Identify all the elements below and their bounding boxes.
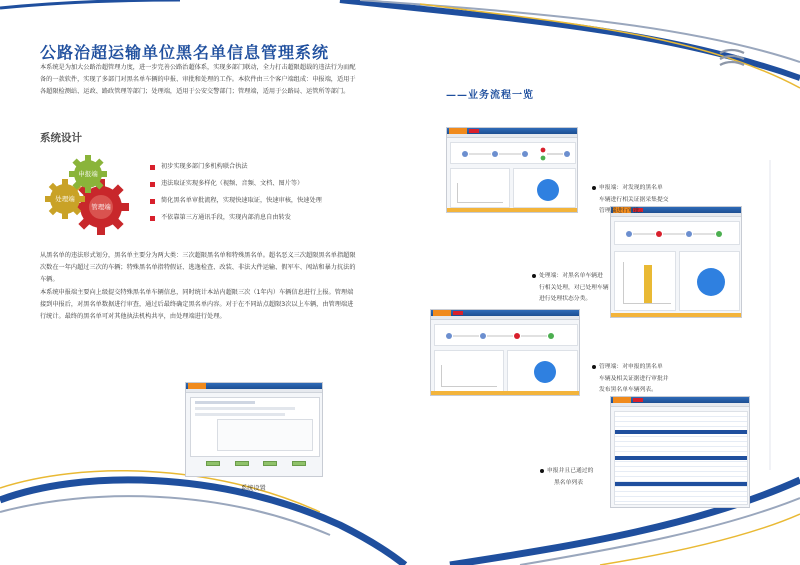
page-title: 公路治超运输单位黑名单信息管理系统 [40,43,330,62]
feature-item: 不依靠第三方通讯手段，实现内部消息自由转发 [150,215,360,221]
gear-label-report: 申报端 [78,170,98,178]
settings-screenshot [185,382,323,477]
flow-heading: ——业务流程一览 [446,90,534,101]
flow-note-manage: 管理端：对申报的黑名单 车辆及相关证据进行审批并 发布黑名单车辆列表。 [592,362,702,397]
bullet-dot-icon [540,469,544,473]
bullet-square-icon [150,199,155,204]
intro-paragraph: 本系统是为加大公路治超管理力度，进一步完善公路治超体系，实现多部门联动，全力打击超限超载的违法行为而配备的一款软件，实现了多部门对黑名单车辆的申报、审批和处理的工作。本软件由三个客户端组成：申报端，适用于各超限检测站、运政、路政管理等部门；处理端，适用于公安交警部门；管理端，适用于公路局、运管所等部门。 [40,64,356,95]
bullet-square-icon [150,165,155,170]
bullet-square-icon [150,216,155,221]
brand-logo-icon [718,48,746,70]
feature-item: 初步实现多部门多机构联合执法 [150,164,360,170]
feature-item: 违法取证实现多样化（视频、音频、文档、图片等） [150,181,360,187]
blacklist-screenshot [610,396,750,508]
gear-diagram [36,150,136,242]
description-paragraph: 从黑名单的违法形式划分，黑名单主要分为两大类：三次超限黑名单和特殊黑名单。超名恶义三次超限黑名单指超限次数在一年内超过三次的车辆；特殊黑名单指特假证、逃逸检查、改装、非法大件运输、假军车、闯站和暴力抗法的车辆。 [40,252,356,284]
flow-note-blacklist: 申报并且已通过的 黑名单列表 [540,466,615,489]
report-screenshot [446,127,578,213]
bullet-square-icon [150,182,155,187]
bullet-dot-icon [592,365,596,369]
feature-list [150,164,360,232]
bullet-dot-icon [592,186,596,190]
screenshot-caption: 系统设置 [241,485,266,492]
gear-label-process: 处理端 [55,195,75,203]
description-block [40,250,358,323]
feature-item: 简化黑名单审批流程，实现快速取证，快速审核，快速处理 [150,198,360,204]
description-paragraph: 本系统申报端主要向上级提交特殊黑名单车辆信息，同时统计本站内超限三次（1年内）车辆信息进行上报。管理端接到申报后，对黑名单数据进行审查，通过后最终确定黑名单内容。对于在不同站点超限3次以上车辆，由管理端进行统计。最终的黑名单可对其他执法机构共享，由处理端进行处理。 [40,288,354,321]
manage-screenshot [430,309,580,396]
system-design-heading: 系统设计 [40,132,82,144]
gear-label-manage: 管理端 [91,203,111,211]
flow-note-process: 处理端：对黑名单车辆进 行相关处理，对已处理车辆 进行处理状态分类。 [532,271,642,306]
flow-note-report: 申报端：对发现的黑名单 车辆进行相关证据采集提交 管理端进行审批。 [592,183,702,218]
bullet-dot-icon [532,274,536,278]
